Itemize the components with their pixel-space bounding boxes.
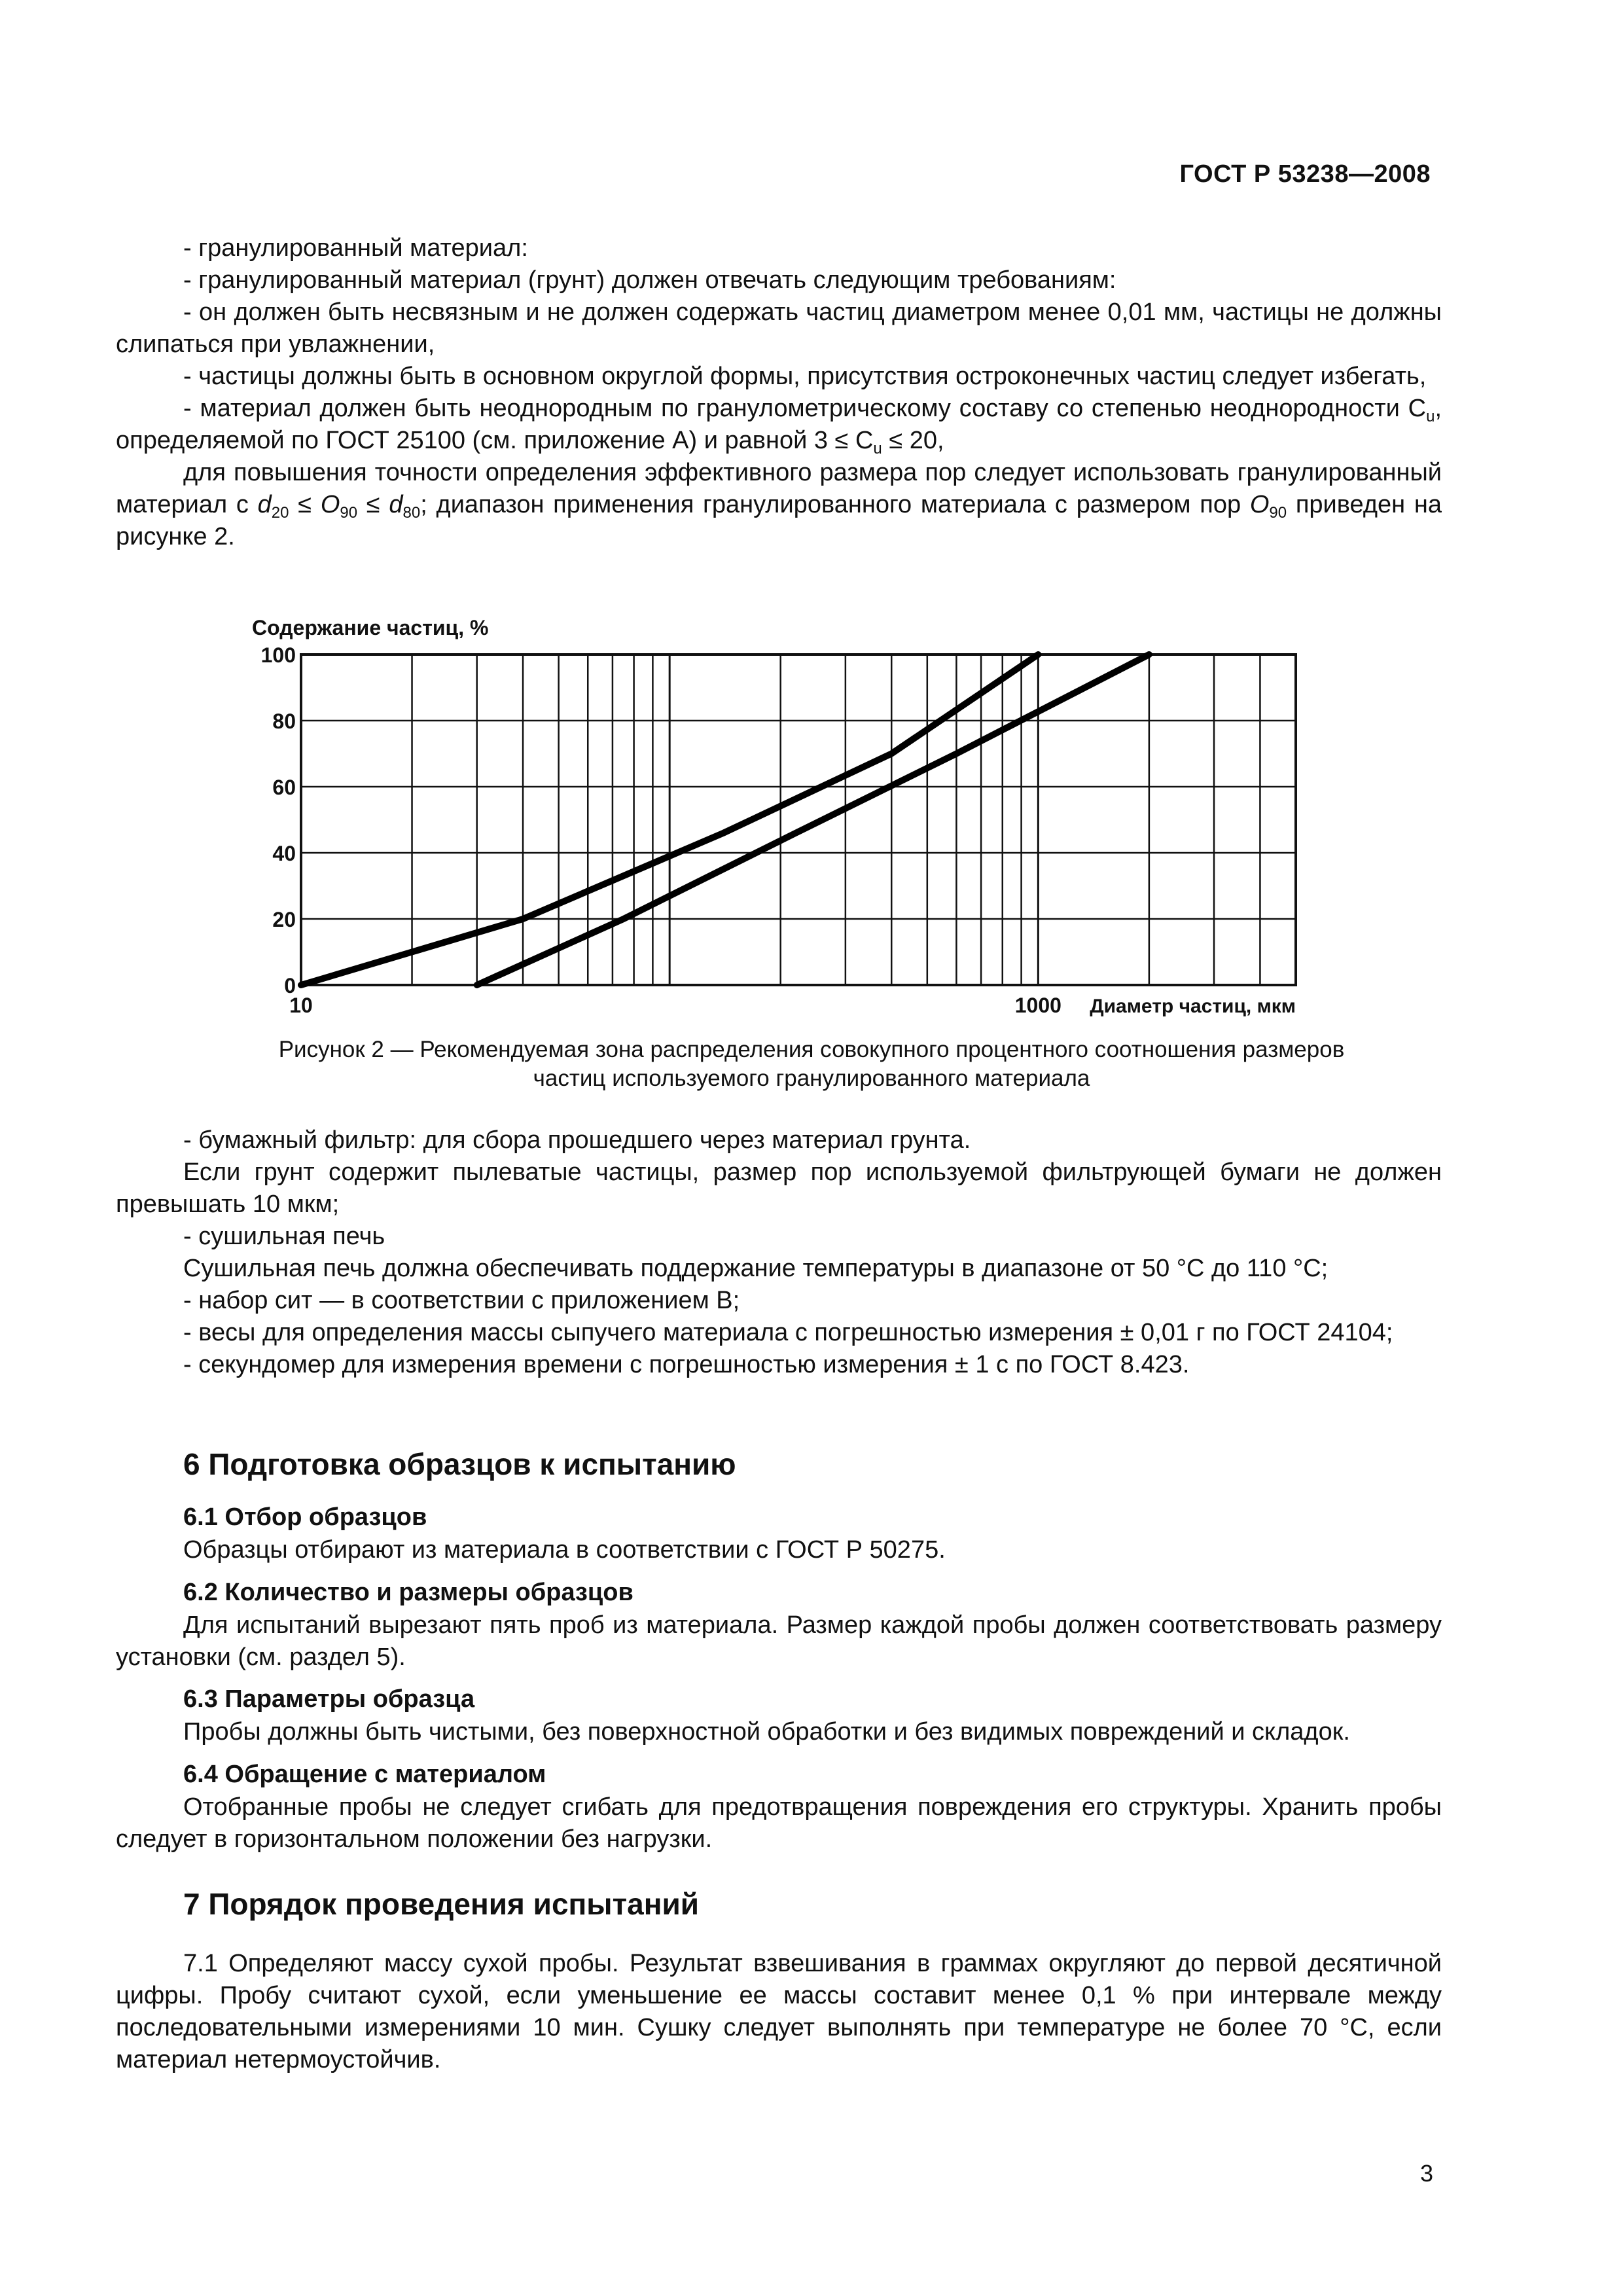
paragraph: - набор сит — в соответствии с приложением В; [183,1287,740,1314]
subsection-6-3-heading: 6.3 Параметры образца [183,1685,475,1713]
x-tick-label: 1000 [1014,994,1061,1017]
paragraph: - весы для определения массы сыпучего материала с погрешностью измерения ± 0,01 г по ГОСТ 24104; [183,1319,1393,1346]
section-6-heading: 6 Подготовка образцов к испытанию [183,1447,736,1481]
paragraph: - он должен быть несвязным и не должен содержать частиц диаметром менее 0,01 мм, частицы не должны слипаться при увлажнении, [116,298,1442,358]
figure-caption [196,1035,1427,1093]
paragraph: - материал должен быть неоднородным по гранулометрическому составу со степенью неоднородности $C_u$, определяемой по ГОСТ 25100 (см. приложение А) и равной $3 \le C_u \le 20$, [116,395,1442,457]
figure-2 [183,602,1335,1100]
y-axis-label: Содержание частиц, % [252,616,489,639]
paragraph: - бумажный фильтр: для сбора прошедшего через материал грунта. [183,1126,971,1154]
y-tick-label: 100 [260,643,296,667]
paragraph: Пробы должны быть чистыми, без поверхностной обработки и без видимых повреждений и складок. [183,1718,1350,1746]
figure-caption-line: частиц используемого гранулированного материала [533,1066,1090,1091]
subsection-6-3-text [116,1716,1442,1748]
section-7-text [116,1948,1442,2076]
y-tick-label: 40 [272,842,296,865]
paragraph: - гранулированный материал: [183,234,528,262]
paragraph: - секундомер для измерения времени с погрешностью измерения ± 1 с по ГОСТ 8.423. [183,1351,1190,1378]
subsection-6-4-text [116,1791,1442,1856]
x-tick-label: 10 [289,994,313,1017]
paragraph: Если грунт содержит пылеватые частицы, размер пор используемой фильтрующей бумаги не должен превышать 10 мкм; [116,1158,1442,1218]
series-line [477,655,1149,985]
section-7-heading: 7 Порядок проведения испытаний [183,1887,700,1921]
plot-frame [301,655,1296,985]
y-tick-label: 60 [272,776,296,799]
document-code-header: ГОСТ Р 53238—2008 [1179,160,1431,188]
intro-text-block [116,232,1442,553]
equipment-text-block [116,1124,1442,1381]
paragraph: Отобранные пробы не следует сгибать для предотвращения повреждения его структуры. Хранить пробы следует в горизонтальном положении без нагрузки. [116,1793,1442,1853]
subsection-6-1-heading: 6.1 Отбор образцов [183,1503,427,1531]
subsection-6-4-heading: 6.4 Обращение с материалом [183,1761,546,1788]
paragraph: - гранулированный материал (грунт) должен отвечать следующим требованиям: [183,266,1116,294]
subsection-6-2-heading: 6.2 Количество и размеры образцов [183,1579,633,1606]
subsection-6-2-text [116,1609,1442,1674]
page-number: 3 [1419,2160,1433,2187]
paragraph: 7.1 Определяют массу сухой пробы. Результат взвешивания в граммах округляют до первой десятичной цифры. Пробу считают сухой, если уменьшение ее массы составит менее 0,1 % при интервале между последовательными измерениями 10 мин. Сушку следует выполнять при температуре не более 70 °С, если материал нетермоустойчив. [116,1950,1442,2073]
subsection-6-1-text [116,1534,1442,1566]
paragraph: - частицы должны быть в основном округлой формы, присутствия остроконечных частиц следует избегать, [183,363,1427,390]
paragraph: Для испытаний вырезают пять проб из материала. Размер каждой пробы должен соответствовать размеру установки (см. раздел 5). [116,1611,1442,1671]
paragraph: Сушильная печь должна обеспечивать поддержание температуры в диапазоне от 50 °С до 110 °С; [183,1255,1329,1282]
paragraph: - сушильная печь [183,1223,385,1250]
figure-caption-line: Рисунок 2 — Рекомендуемая зона распределения совокупного процентного соотношения размеров [278,1037,1345,1062]
grain-size-chart [183,602,1335,1034]
y-tick-label: 20 [272,908,296,931]
x-axis-label: Диаметр частиц, мкм [1090,996,1296,1017]
paragraph: Образцы отбирают из материала в соответствии с ГОСТ Р 50275. [183,1536,946,1564]
y-tick-label: 80 [272,709,296,733]
paragraph: для повышения точности определения эффективного размера пор следует использовать гранулированный материал с $d_{20} \le O_{90} \le d_{80}$; диапазон применения гранулированного материала с размером пор $O_{90}$ приведен на рисунке 2. [116,459,1442,550]
y-tick-label: 0 [284,974,296,997]
